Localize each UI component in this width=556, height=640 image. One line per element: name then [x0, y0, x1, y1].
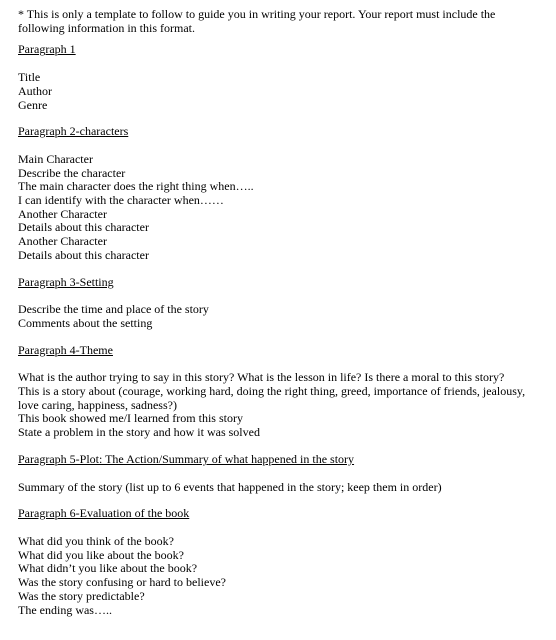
- section-body: [18, 535, 538, 617]
- body-line: Author: [18, 83, 52, 98]
- section-paragraph-3: [18, 276, 538, 331]
- section-heading: Paragraph 6-Evaluation of the book: [18, 506, 190, 521]
- body-line: Title: [18, 70, 41, 85]
- body-line: Genre: [18, 97, 48, 112]
- body-line: This book showed me/I learned from this story: [18, 411, 243, 426]
- body-line: Details about this character: [18, 220, 149, 235]
- body-line: State a problem in the story and how it was solved: [18, 425, 260, 440]
- body-line: Was the story confusing or hard to believe?: [18, 575, 226, 590]
- body-line: What did you think of the book?: [18, 533, 174, 548]
- section-heading: Paragraph 1: [18, 42, 76, 57]
- body-line: This is a story about (courage, working hard, doing the right thing, greed, importance of friends, jealousy, love caring, happiness, sadness?): [18, 384, 526, 412]
- section-paragraph-1: [18, 43, 538, 112]
- section-heading: Paragraph 4-Theme: [18, 342, 113, 357]
- intro-note: * This is only a template to follow to guide you in writing your report. Your report must include the following information in this format.: [18, 7, 496, 35]
- body-line: Describe the character: [18, 165, 126, 180]
- section-body: [18, 153, 538, 263]
- body-line: The main character does the right thing when…..: [18, 179, 254, 194]
- body-line: The ending was…..: [18, 602, 112, 617]
- body-line: Was the story predictable?: [18, 588, 145, 603]
- section-heading: Paragraph 5-Plot: The Action/Summary of what happened in the story: [18, 451, 355, 466]
- body-line: Summary of the story (list up to 6 events that happened in the story; keep them in order): [18, 479, 442, 494]
- section-heading: Paragraph 3-Setting: [18, 274, 114, 289]
- body-line: What did you like about the book?: [18, 547, 184, 562]
- section-paragraph-5: [18, 453, 538, 494]
- section-paragraph-4: [18, 344, 538, 440]
- section-heading: Paragraph 2-characters: [18, 124, 129, 139]
- body-line: Another Character: [18, 206, 107, 221]
- body-line: I can identify with the character when……: [18, 193, 224, 208]
- body-line: Main Character: [18, 151, 93, 166]
- body-line: What didn’t you like about the book?: [18, 561, 198, 576]
- section-body: [18, 71, 538, 112]
- body-line: Details about this character: [18, 247, 149, 262]
- section-body: [18, 303, 538, 330]
- body-line: What is the author trying to say in this story? What is the lesson in life? Is there a moral to this story?: [18, 370, 505, 385]
- section-paragraph-2: [18, 125, 538, 262]
- section-body: [18, 481, 538, 495]
- section-body: [18, 371, 538, 440]
- body-line: Comments about the setting: [18, 315, 153, 330]
- body-line: Describe the time and place of the story: [18, 302, 209, 317]
- body-line: Another Character: [18, 234, 107, 249]
- section-paragraph-6: [18, 507, 538, 617]
